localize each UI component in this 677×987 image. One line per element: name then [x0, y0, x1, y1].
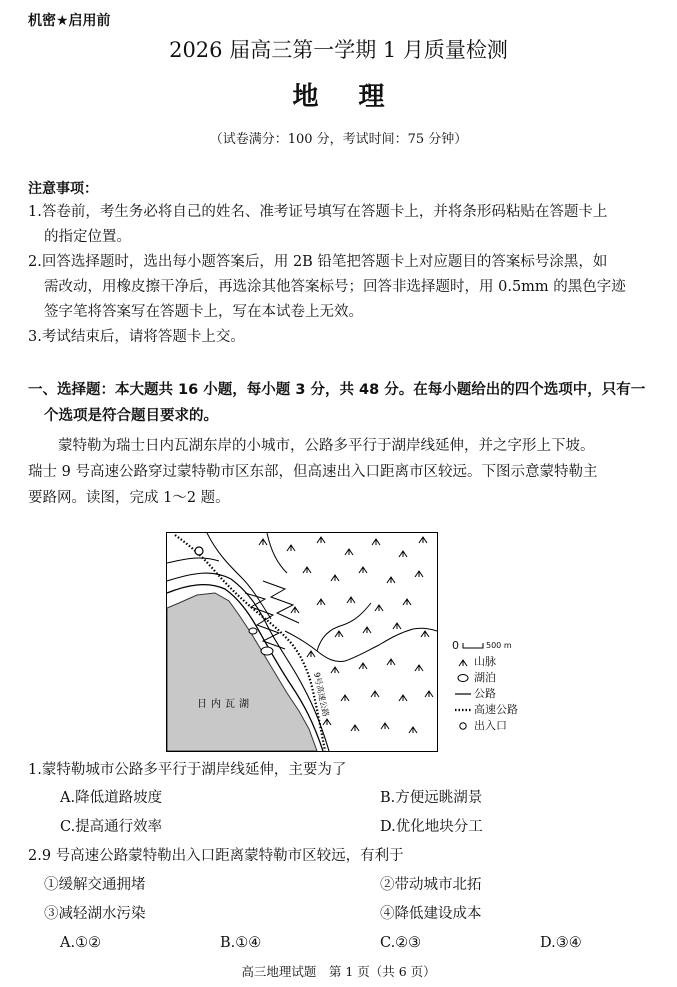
notice-line: 3.考试结束后，请将答题卡上交。 — [28, 329, 245, 345]
legend-mountain — [452, 654, 518, 670]
montreux-road-map — [166, 532, 438, 752]
question-2-item-2: ②带动城市北拓 — [380, 877, 482, 893]
question-2-option-a: A.①② — [60, 935, 102, 951]
small-lake — [261, 647, 273, 655]
scale-zero: 0 — [452, 639, 459, 652]
question-1-option-a: A.降低道路坡度 — [60, 790, 163, 806]
lake-label: 日内瓦湖 — [197, 699, 253, 710]
road — [267, 533, 287, 573]
notice-heading: 注意事项： — [28, 181, 98, 197]
notice-line: 1.答卷前，考生务必将自己的姓名、准考证号填写在答题卡上，并将条形码粘贴在答题卡上 — [28, 204, 608, 220]
notice-line: 2.回答选择题时，选出每小题答案后，用 2B 铅笔把答题卡上对应题目的答案标号涂黑，如 — [28, 254, 608, 270]
exam-title: 2026 届高三第一学期 1 月质量检测 — [169, 38, 508, 62]
question-2-item-4: ④降低建设成本 — [380, 906, 482, 922]
notice-line: 的指定位置。 — [44, 229, 131, 245]
legend-road-label: 公路 — [474, 687, 496, 700]
scale-bar — [452, 638, 518, 654]
question-1-stem: 1.蒙特勒城市公路多平行于湖岸线延伸，主要为了 — [28, 762, 347, 778]
road — [263, 581, 299, 623]
notice-line: 签字笔将答案写在答题卡上，写在本试卷上无效。 — [44, 304, 363, 320]
question-2-option-b: B.①④ — [220, 935, 262, 951]
highway-label: 9号高速公路 — [312, 671, 331, 718]
question-2-option-d: D.③④ — [540, 935, 582, 951]
score-info: （试卷满分：100 分，考试时间：75 分钟） — [209, 132, 468, 147]
scale-bar-icon — [462, 642, 484, 650]
road — [317, 603, 371, 651]
road-icon — [454, 689, 472, 699]
subject-title: 地理 — [292, 82, 425, 112]
passage-line: 要路网。读图，完成 1～2 题。 — [28, 490, 230, 506]
highway-icon — [454, 705, 472, 715]
legend-exit — [452, 718, 518, 734]
legend-highway-label: 高速公路 — [474, 703, 518, 716]
mountain-icon — [456, 657, 470, 667]
legend-mountain-label: 山脉 — [474, 655, 496, 668]
scale-label: 500 m — [486, 641, 512, 650]
legend-lake — [452, 670, 518, 686]
question-1-option-b: B.方便远眺湖景 — [380, 790, 483, 806]
passage-line: 蒙特勒为瑞士日内瓦湖东岸的小城市，公路多平行于湖岸线延伸，并之字形上下坡。 — [58, 438, 595, 454]
question-1-option-d: D.优化地块分工 — [380, 819, 483, 835]
road — [167, 558, 219, 563]
question-2-option-c: C.②③ — [380, 935, 422, 951]
legend-road — [452, 686, 518, 702]
legend-highway — [452, 702, 518, 718]
passage-line: 瑞士 9 号高速公路穿过蒙特勒市区东部，但高速出入口距离市区较远。下图示意蒙特勒主 — [28, 464, 598, 480]
map-legend — [452, 638, 518, 734]
notice-line: 需改动，用橡皮擦干净后，再选涂其他答案标号；回答非选择题时，用 0.5mm 的黑色字迹 — [44, 279, 626, 295]
exit-icon — [456, 721, 470, 731]
question-2-stem: 2.9 号高速公路蒙特勒出入口距离蒙特勒市区较远，有利于 — [28, 848, 404, 864]
legend-exit-label: 出入口 — [474, 719, 507, 732]
section-heading-cont: 个选项是符合题目要求的。 — [44, 408, 218, 424]
question-1-option-c: C.提高通行效率 — [60, 819, 163, 835]
lake-icon — [456, 673, 470, 683]
page-footer: 高三地理试题 第 1 页（共 6 页） — [241, 964, 436, 979]
legend-lake-label: 湖泊 — [474, 671, 496, 684]
exit-marker — [195, 547, 203, 555]
section-heading: 一、选择题：本大题共 16 小题，每小题 3 分，共 48 分。在每小题给出的四个选项中，只有一 — [28, 382, 646, 398]
question-2-item-3: ③减轻湖水污染 — [44, 906, 146, 922]
confidential-label: 机密★启用前 — [28, 13, 111, 29]
small-lake — [249, 628, 257, 634]
question-2-item-1: ①缓解交通拥堵 — [44, 877, 146, 893]
